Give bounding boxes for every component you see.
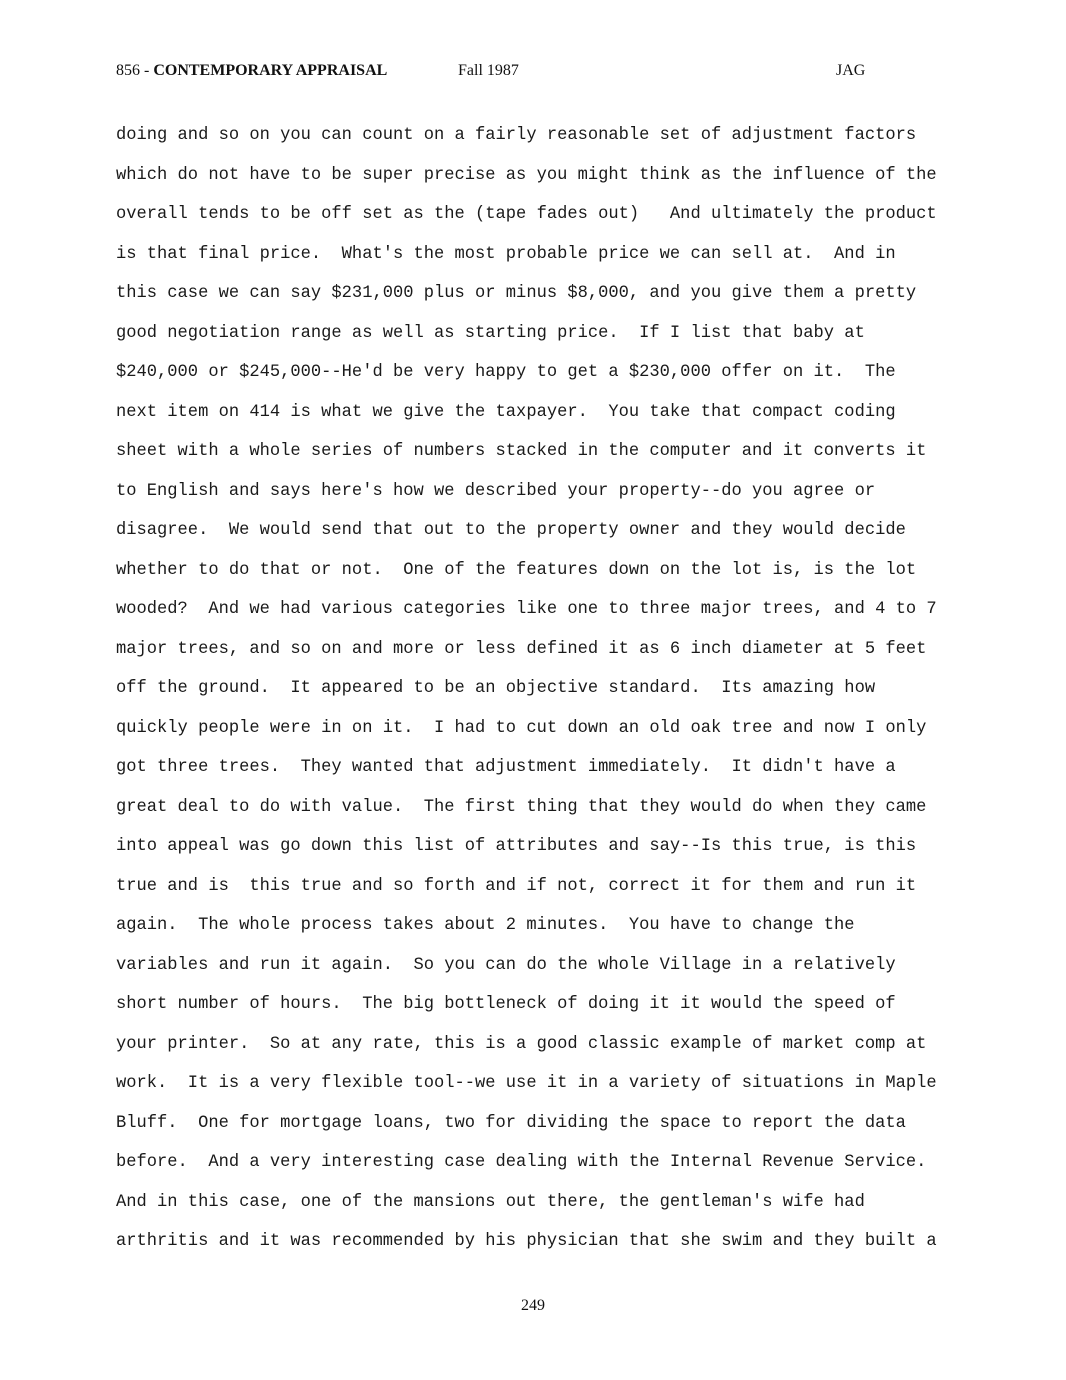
text-line: true and is this true and so forth and if not, correct it for them and run it [116,876,917,896]
text-line: overall tends to be off set as the (tape fades out) And ultimately the product [116,205,937,224]
text-line: And in this case, one of the mansions out there, the gentleman's wife had [116,1192,865,1212]
text-line: whether to do that or not. One of the features down on the lot is, is the lot [116,560,917,580]
text-line: short number of hours. The big bottleneck of doing it it would the speed of [116,995,896,1014]
text-line: quickly people were in on it. I had to cut down an old oak tree and now I only [116,718,927,738]
term-label: Fall 1987 [458,62,519,79]
course-title: CONTEMPORARY APPRAISAL [153,62,388,79]
text-line: disagree. We would send that out to the property owner and they would decide [116,521,906,540]
text-line: great deal to do with value. The first thing that they would do when they came [116,797,927,817]
page-header [0,62,1066,86]
text-line: $240,000 or $245,000--He'd be very happy to get a $230,000 offer on it. The [116,363,896,382]
text-line: next item on 414 is what we give the taxpayer. You take that compact coding [116,402,896,422]
transcript-body [116,116,1016,1262]
text-line: before. And a very interesting case dealing with the Internal Revenue Service. [116,1153,927,1172]
text-line: got three trees. They wanted that adjustment immediately. It didn't have a [116,758,896,777]
text-line: wooded? And we had various categories like one to three major trees, and 4 to 7 [116,600,937,619]
text-line: again. The whole process takes about 2 minutes. You have to change the [116,916,855,935]
text-line: your printer. So at any rate, this is a good classic example of market comp at [116,1034,927,1054]
author-initials: JAG [836,62,866,79]
text-line: arthritis and it was recommended by his physician that she swim and they built a [116,1232,937,1251]
text-line: into appeal was go down this list of attributes and say--Is this true, is this [116,837,917,856]
text-line: to English and says here's how we described your property--do you agree or [116,481,876,501]
page-number: 249 [521,1297,545,1314]
text-line: sheet with a whole series of numbers stacked in the computer and it converts it [116,442,927,461]
text-line: this case we can say $231,000 plus or minus $8,000, and you give them a pretty [116,284,917,303]
text-line: doing and so on you can count on a fairly reasonable set of adjustment factors [116,126,917,145]
text-line: Bluff. One for mortgage loans, two for dividing the space to report the data [116,1113,906,1133]
text-line: good negotiation range as well as starting price. If I list that baby at [116,323,865,343]
text-line: is that final price. What's the most probable price we can sell at. And in [116,244,896,264]
course-code: 856 - [116,62,154,79]
text-line: work. It is a very flexible tool--we use it in a variety of situations in Maple [116,1074,937,1093]
text-line: which do not have to be super precise as you might think as the influence of the [116,165,937,185]
text-line: variables and run it again. So you can do the whole Village in a relatively [116,955,896,975]
text-line: off the ground. It appeared to be an objective standard. Its amazing how [116,679,876,698]
text-line: major trees, and so on and more or less defined it as 6 inch diameter at 5 feet [116,639,927,659]
course-heading [116,62,387,80]
